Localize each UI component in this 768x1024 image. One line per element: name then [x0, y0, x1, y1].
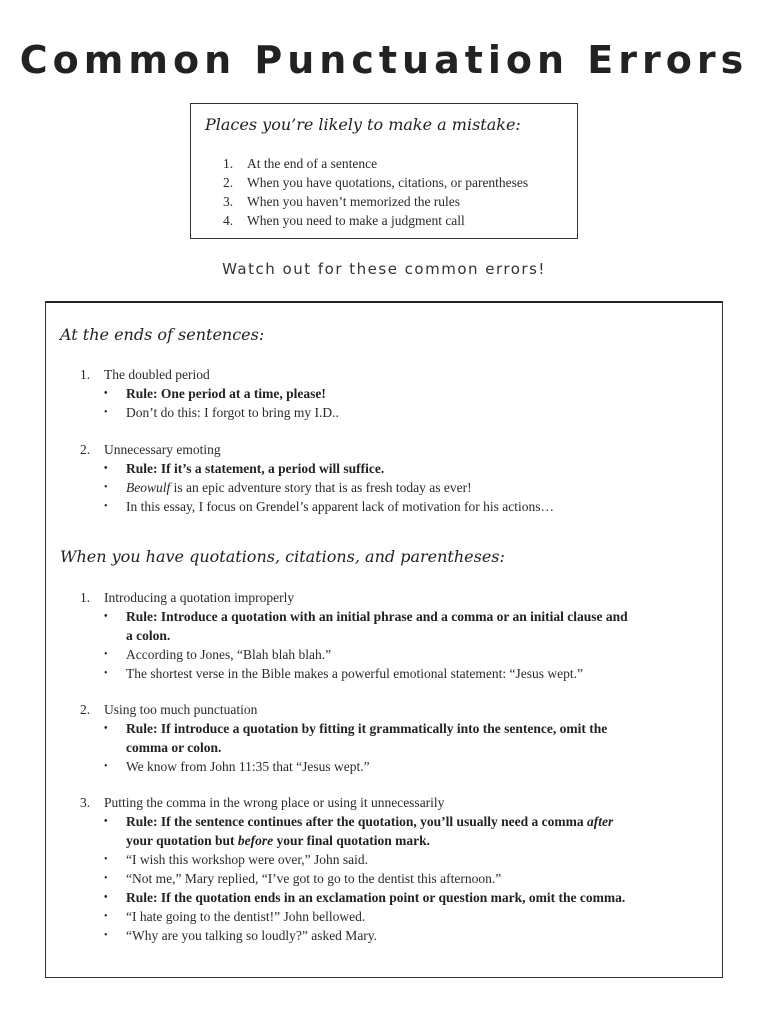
error-item: [80, 365, 210, 384]
page-title: Common Punctuation Errors: [19, 38, 749, 82]
example-text: • In this essay, I focus on Grendel’s apparent lack of motivation for his actions…: [104, 497, 714, 516]
intro-heading: Places you’re likely to make a mistake:: [205, 115, 521, 134]
error-item: [80, 793, 444, 812]
list-text: When you haven’t memorized the rules: [247, 194, 461, 209]
item-label: Unnecessary emoting: [104, 442, 221, 457]
rule-text: • Rule: If the quotation ends in an exclamation point or question mark, omit the comma.: [104, 888, 714, 907]
list-item: [223, 192, 528, 211]
rule-text: [104, 607, 714, 645]
rule-text: • Rule: If it’s a statement, a period will suffice.: [104, 459, 714, 478]
rule-italic: before: [237, 833, 274, 848]
example-text: • We know from John 11:35 that “Jesus wept.”: [104, 757, 714, 776]
item-label: Putting the comma in the wrong place or using it unnecessarily: [104, 795, 445, 810]
list-number: 1.: [223, 156, 234, 171]
item-number: 3.: [80, 795, 91, 810]
rule-part: Rule: If the sentence continues after the quotation, you’ll usually need a comma: [126, 814, 587, 829]
bullet-list: [104, 812, 714, 945]
list-text: When you have quotations, citations, or parentheses: [247, 175, 529, 190]
example-rest: is an epic adventure story that is as fresh today as ever!: [170, 480, 472, 495]
rule-line: comma or colon.: [126, 740, 222, 755]
item-number: 2.: [80, 442, 91, 457]
list-item: [223, 173, 528, 192]
item-label: Using too much punctuation: [104, 702, 258, 717]
example-text: • “Not me,” Mary replied, “I’ve got to go to the dentist this afternoon.”: [104, 869, 714, 888]
rule-line: Rule: Introduce a quotation with an initial phrase and a comma or an initial clause and: [126, 609, 628, 624]
item-label: Introducing a quotation improperly: [104, 590, 295, 605]
rule-part: your quotation but: [126, 833, 238, 848]
example-text: • “I wish this workshop were over,” John said.: [104, 850, 714, 869]
list-text: When you need to make a judgment call: [247, 213, 465, 228]
rule-text: [104, 719, 714, 757]
example-italic: Beowulf: [126, 480, 171, 495]
error-item: [80, 588, 294, 607]
list-number: 3.: [223, 194, 234, 209]
error-item: [80, 440, 221, 459]
section-heading-sentence-ends: At the ends of sentences:: [60, 325, 265, 344]
error-item: [80, 700, 257, 719]
example-text: [104, 478, 714, 497]
list-item: [223, 211, 528, 230]
subtitle: Watch out for these common errors!: [222, 260, 546, 278]
rule-line: Rule: If introduce a quotation by fitting it grammatically into the sentence, omit the: [126, 721, 608, 736]
example-text: • “I hate going to the dentist!” John bellowed.: [104, 907, 714, 926]
rule-part: your final quotation mark.: [273, 833, 431, 848]
rule-text: • Rule: One period at a time, please!: [104, 384, 714, 403]
bullet-list: [104, 719, 714, 776]
intro-box: [190, 103, 578, 239]
item-number: 1.: [80, 367, 91, 382]
bullet-list: [104, 459, 714, 516]
rule-italic: after: [586, 814, 614, 829]
item-label: The doubled period: [104, 367, 210, 382]
list-number: 2.: [223, 175, 234, 190]
rule-text: [104, 812, 714, 850]
main-box: [45, 301, 723, 978]
item-number: 2.: [80, 702, 91, 717]
list-text: At the end of a sentence: [247, 156, 378, 171]
rule-line: a colon.: [126, 628, 171, 643]
item-number: 1.: [80, 590, 91, 605]
bullet-list: [104, 607, 714, 683]
example-text: • According to Jones, “Blah blah blah.”: [104, 645, 714, 664]
list-item: [223, 154, 528, 173]
example-text: • Don’t do this: I forgot to bring my I.D..: [104, 403, 714, 422]
section-heading-quotations: When you have quotations, citations, and parentheses:: [60, 547, 505, 566]
example-text: • The shortest verse in the Bible makes a powerful emotional statement: “Jesus wept.”: [104, 664, 714, 683]
intro-list: [223, 154, 528, 230]
example-text: • “Why are you talking so loudly?” asked Mary.: [104, 926, 714, 945]
list-number: 4.: [223, 213, 234, 228]
bullet-list: [104, 384, 714, 422]
